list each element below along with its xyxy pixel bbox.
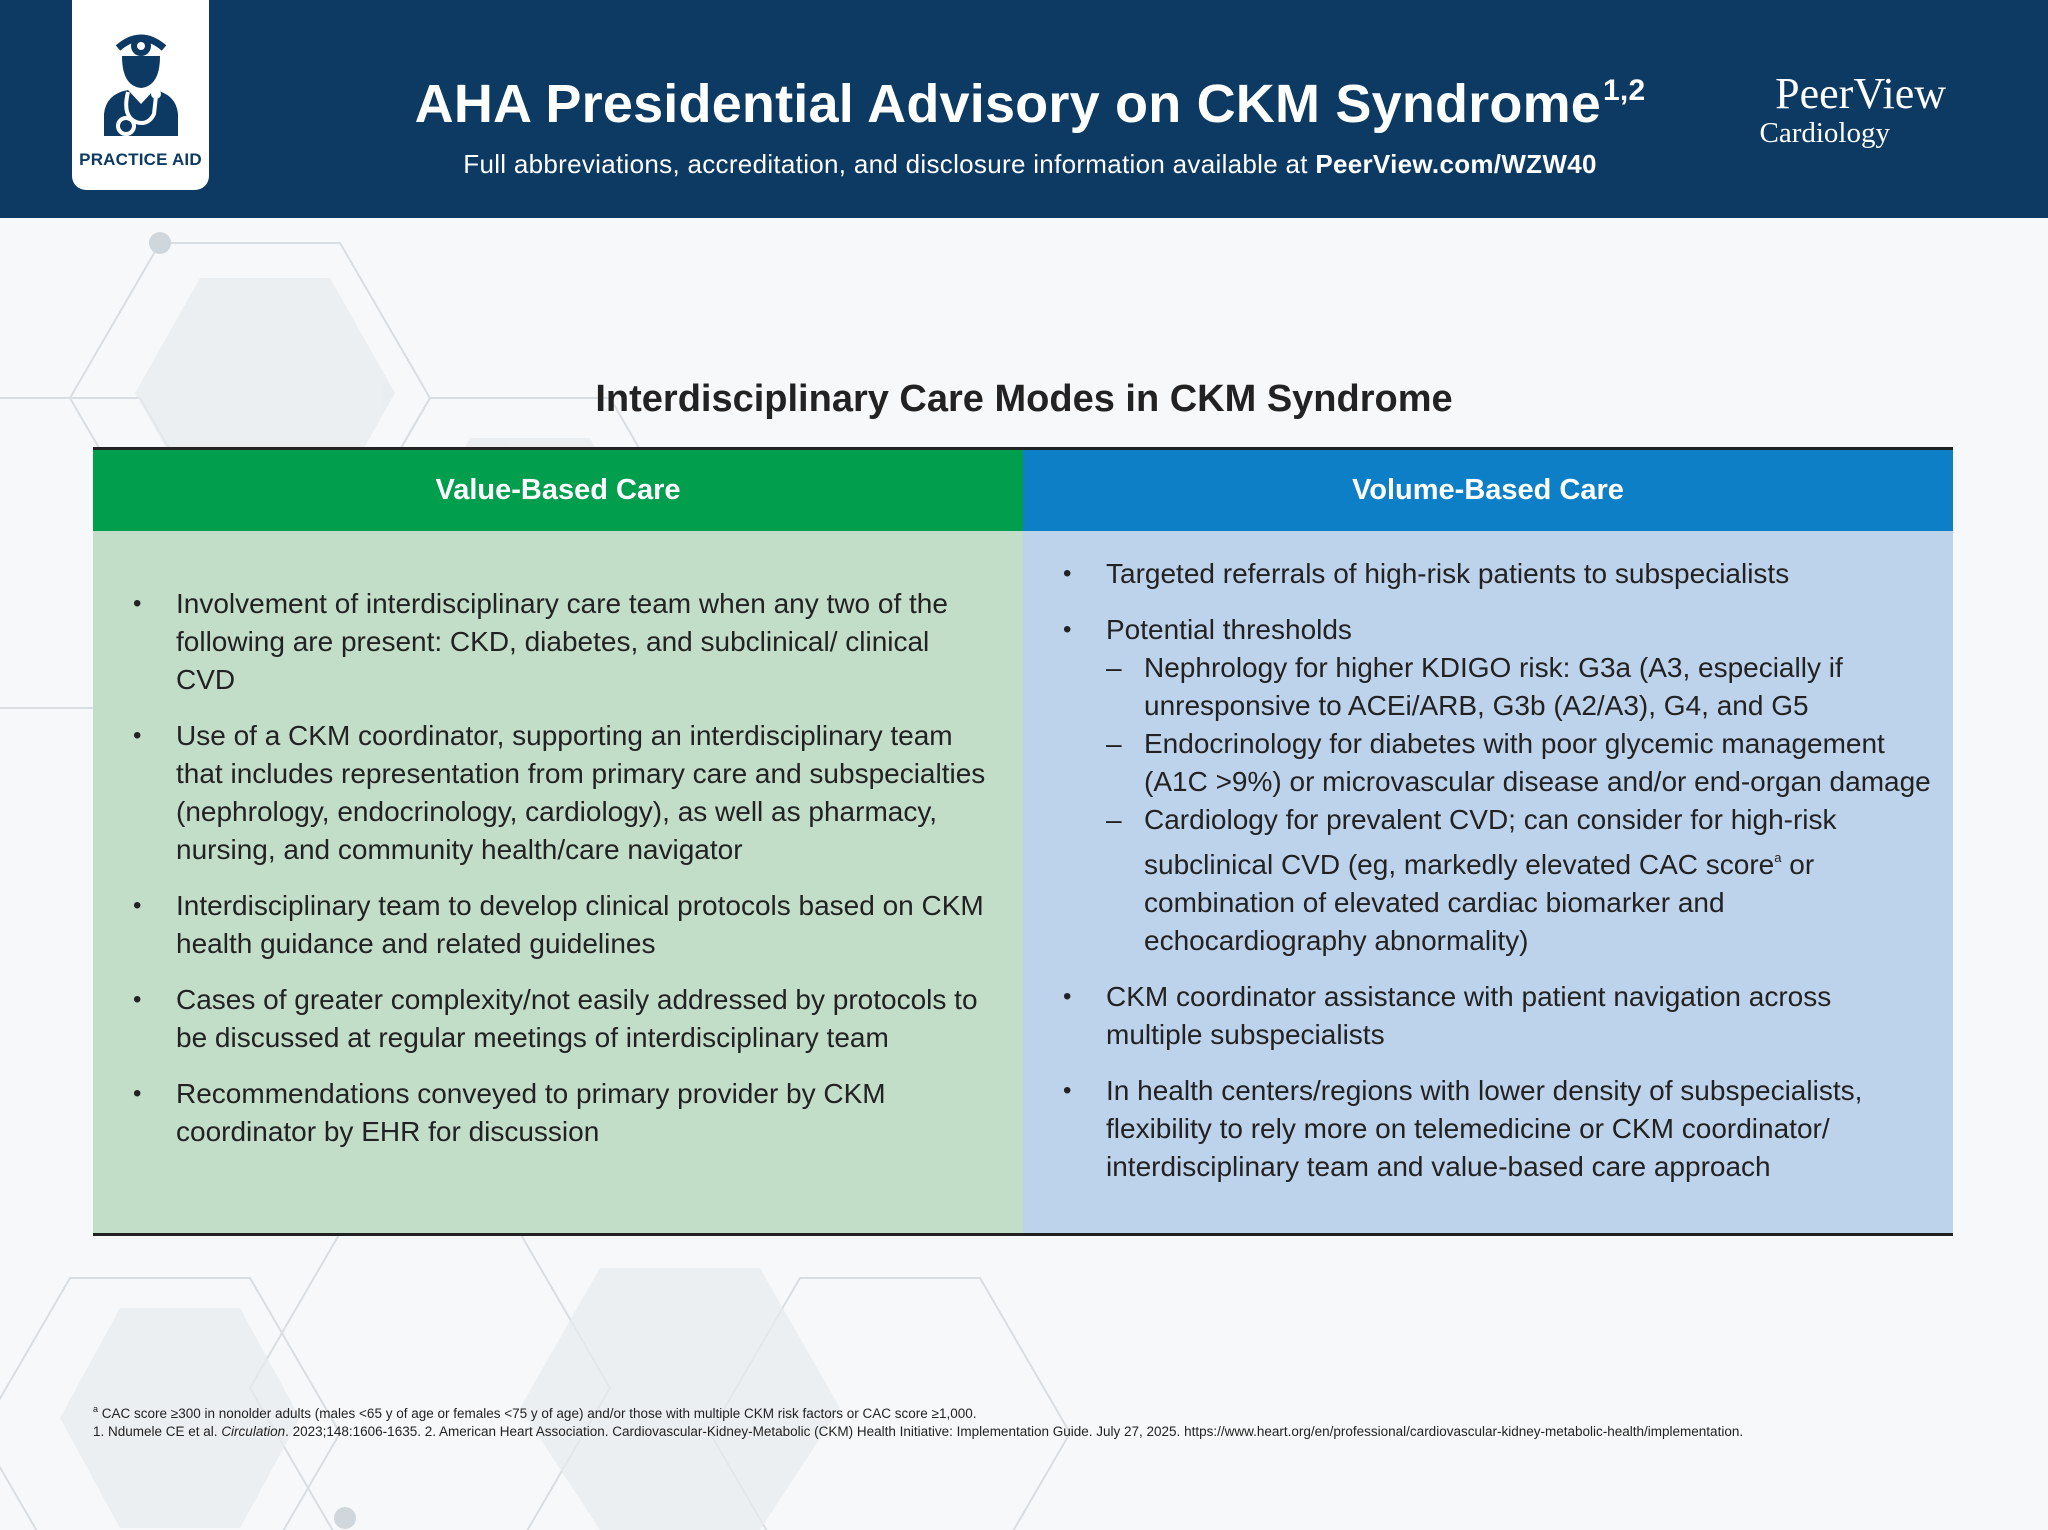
thresholds-label: Potential thresholds <box>1106 614 1352 645</box>
footnote-a-marker: a <box>93 1404 99 1414</box>
sublist-item-text-cont: or combination of elevated cardiac biomarker and echocardiography abnormality) <box>1144 849 1815 956</box>
volume-based-column <box>1023 450 1953 1233</box>
footnote-a <box>93 1400 1993 1423</box>
references <box>93 1423 1993 1441</box>
doctor-stethoscope-icon <box>96 26 186 136</box>
page-subtitle <box>380 149 1680 180</box>
footnote-marker: a <box>1774 850 1782 865</box>
peerview-link[interactable]: PeerView.com/WZW40 <box>1315 149 1597 179</box>
title-block <box>380 56 1680 180</box>
value-based-heading: Value-Based Care <box>93 450 1023 531</box>
header-banner <box>0 0 2048 218</box>
list-item: • CKM coordinator assistance with patient navigation across multiple subspecialists <box>1063 978 1933 1054</box>
title-references: 1,2 <box>1603 74 1646 107</box>
value-based-list <box>133 585 993 1169</box>
sublist-item <box>1106 801 1933 960</box>
list-item: • Cases of greater complexity/not easily addressed by protocols to be discussed at regular meetings of interdisciplinary team <box>133 981 993 1057</box>
sublist-item: – Nephrology for higher KDIGO risk: G3a (A3, especially if unresponsive to ACEi/ARB, G3b (A2/A3), G4, and G5 <box>1106 649 1933 725</box>
value-based-column <box>93 450 1023 1233</box>
footnotes <box>93 1400 1993 1441</box>
thresholds-sublist <box>1106 649 1933 960</box>
reference-prefix: 1. Ndumele CE et al. <box>93 1424 222 1439</box>
footnote-a-text: CAC score ≥300 in nonolder adults (males <65 y of age or females <75 y of age) and/or those with multiple CKM risk factors or CAC score ≥1,000. <box>98 1406 977 1421</box>
peerview-logo <box>1700 70 2000 148</box>
subtitle-text: Full abbreviations, accreditation, and disclosure information available at <box>463 149 1316 179</box>
practice-aid-badge <box>72 0 209 190</box>
list-item: • Targeted referrals of high-risk patients to subspecialists <box>1063 555 1933 593</box>
volume-based-list <box>1063 555 1933 1204</box>
list-item: • In health centers/regions with lower density of subspecialists, flexibility to rely more on telemedicine or CKM coordinator/ interdisciplinary team and value-based care approach <box>1063 1072 1933 1186</box>
list-item: • Recommendations conveyed to primary provider by CKM coordinator by EHR for discussion <box>133 1075 993 1151</box>
sublist-item-text: Cardiology for prevalent CVD; can consider for high-risk subclinical CVD (eg, markedly elevated CAC score <box>1144 804 1837 880</box>
sublist-item: – Endocrinology for diabetes with poor glycemic management (A1C >9%) or microvascular disease and/or end-organ damage <box>1106 725 1933 801</box>
list-item-thresholds <box>1063 611 1933 960</box>
list-item: • Involvement of interdisciplinary care team when any two of the following are present: CKD, diabetes, and subclinical/ clinical CVD <box>133 585 993 699</box>
brand-subtitle: Cardiology <box>1759 117 1890 149</box>
page-title <box>380 56 1680 139</box>
list-item: • Use of a CKM coordinator, supporting an interdisciplinary team that includes representation from primary care and subspecialties (nephrology, endocrinology, cardiology), as well as pharmacy, nursing, and community health/care navigator <box>133 717 993 869</box>
page-title-text: AHA Presidential Advisory on CKM Syndrome <box>414 74 1602 134</box>
reference-rest: . 2023;148:1606-1635. 2. American Heart Association. Cardiovascular-Kidney-Metabolic (CKM) Health Initiative: Implementation Guide. July 27, 2025. https://www.heart.org/en/professional/cardiovascular-kidney-metabolic-health/implementation. <box>285 1424 1744 1439</box>
reference-journal: Circulation <box>221 1424 286 1439</box>
list-item: • Interdisciplinary team to develop clinical protocols based on CKM health guidance and related guidelines <box>133 887 993 963</box>
brand-name: PeerView <box>1775 69 1946 118</box>
section-title: Interdisciplinary Care Modes in CKM Syndrome <box>595 378 1453 420</box>
badge-label: PRACTICE AID <box>79 150 202 169</box>
volume-based-heading: Volume-Based Care <box>1023 450 1953 531</box>
care-modes-table <box>93 447 1953 1236</box>
